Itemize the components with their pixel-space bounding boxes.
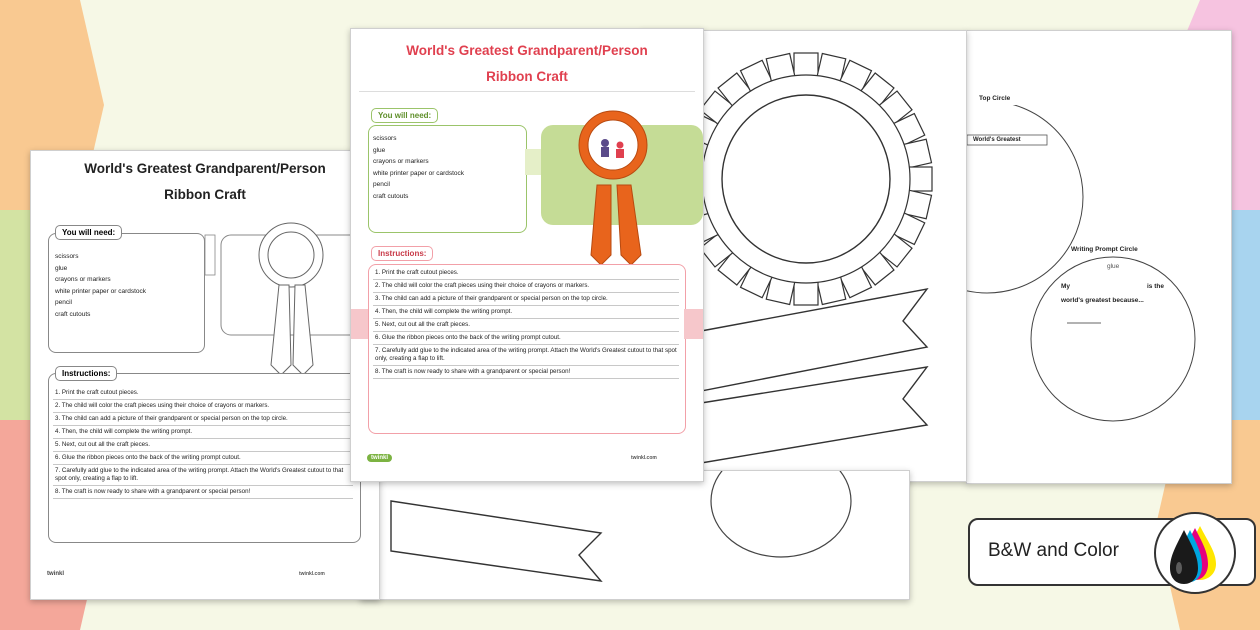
color-title-line1: World's Greatest Grandparent/Person <box>406 43 648 58</box>
color-instructions-label: Instructions: <box>371 246 433 261</box>
color-footer-url: twinkl.com <box>631 455 657 461</box>
bw-title-line1: World's Greatest Grandparent/Person <box>84 161 326 176</box>
glue-label: glue <box>1107 263 1120 270</box>
list-item: 4. Then, the child will complete the writing prompt. <box>53 426 353 439</box>
list-item: 5. Next, cut out all the craft pieces. <box>53 439 353 452</box>
color-instructions-sheet <box>350 28 704 482</box>
bw-materials-label: You will need: <box>55 225 122 240</box>
prompt-circle-outline <box>1027 253 1207 433</box>
bw-instructions-label: Instructions: <box>55 366 117 381</box>
bw-instructions-sheet <box>30 150 380 600</box>
bw-footer-url: twinkl.com <box>299 571 325 577</box>
bw-materials-list <box>55 251 146 320</box>
list-item: 7. Carefully add glue to the indicated area of the writing prompt. Attach the World's Greatest cutout to that spot only, creating a flap to lift. <box>373 345 679 366</box>
ink-drops-icon <box>1150 508 1240 598</box>
list-item: 6. Glue the ribbon pieces onto the back of the writing prompt cutout. <box>373 332 679 345</box>
bw-title-line2: Ribbon Craft <box>164 187 246 202</box>
color-instructions-list <box>373 267 679 379</box>
badge-label: B&W and Color <box>988 540 1119 561</box>
bw-logo: twinkl <box>47 571 65 577</box>
prompt-circle-label: Writing Prompt Circle <box>1071 246 1138 253</box>
ribbon-cutout-bottom <box>361 471 909 599</box>
list-item: 7. Carefully add glue to the indicated area of the writing prompt. Attach the World's Greatest cutout to that spot only, creating a flap to lift. <box>53 465 353 486</box>
color-logo: twinkl <box>367 454 392 462</box>
list-item: scissors <box>55 253 79 260</box>
list-item: 1. Print the craft cutout pieces. <box>53 387 353 400</box>
list-item: 5. Next, cut out all the craft pieces. <box>373 319 679 332</box>
pink-accent-right <box>684 309 703 339</box>
top-circle-label: Top Circle <box>979 95 1011 102</box>
list-item: pencil <box>373 181 390 188</box>
pink-accent <box>351 309 368 339</box>
list-item: 3. The child can add a picture of their grandparent or special person on the top circle. <box>373 293 679 306</box>
color-materials-label: You will need: <box>371 108 438 123</box>
bw-and-color-badge <box>968 518 1256 586</box>
ribbon-cutout-sheet <box>360 470 910 600</box>
list-item: glue <box>55 264 68 272</box>
list-item: 1. Print the craft cutout pieces. <box>373 267 679 280</box>
list-item: craft cutouts <box>373 192 409 200</box>
color-materials-list <box>373 133 464 202</box>
list-item: 3. The child can add a picture of their grandparent or special person on the top circle. <box>53 413 353 426</box>
list-item: scissors <box>373 135 397 142</box>
top-circle-text: World's Greatest <box>973 137 1021 143</box>
list-item: glue <box>373 146 386 154</box>
list-item: 2. The child will color the craft pieces using their choice of crayons or markers. <box>53 400 353 413</box>
bw-instructions-list <box>53 387 353 499</box>
list-item: crayons or markers <box>373 158 429 165</box>
color-title-line2: Ribbon Craft <box>486 69 568 84</box>
cutout-circles-sheet <box>966 30 1232 484</box>
list-item: craft cutouts <box>55 310 91 318</box>
title-divider <box>359 91 695 92</box>
prompt-my: My <box>1061 283 1071 290</box>
list-item: 6. Glue the ribbon pieces onto the back of the writing prompt cutout. <box>53 452 353 465</box>
list-item: white printer paper or cardstock <box>55 287 147 295</box>
list-item: white printer paper or cardstock <box>373 169 465 177</box>
list-item: 8. The craft is now ready to share with a grandparent or special person! <box>373 366 679 379</box>
list-item: 2. The child will color the craft pieces using their choice of crayons or markers. <box>373 280 679 293</box>
prompt-line2: world's greatest because... <box>1061 297 1144 304</box>
list-item: 8. The craft is now ready to share with a grandparent or special person! <box>53 486 353 499</box>
list-item: pencil <box>55 299 72 306</box>
list-item: 4. Then, the child will complete the writing prompt. <box>373 306 679 319</box>
list-item: crayons or markers <box>55 276 111 283</box>
color-ribbon-illustration <box>525 95 703 265</box>
prompt-is-the: is the <box>1147 283 1164 290</box>
